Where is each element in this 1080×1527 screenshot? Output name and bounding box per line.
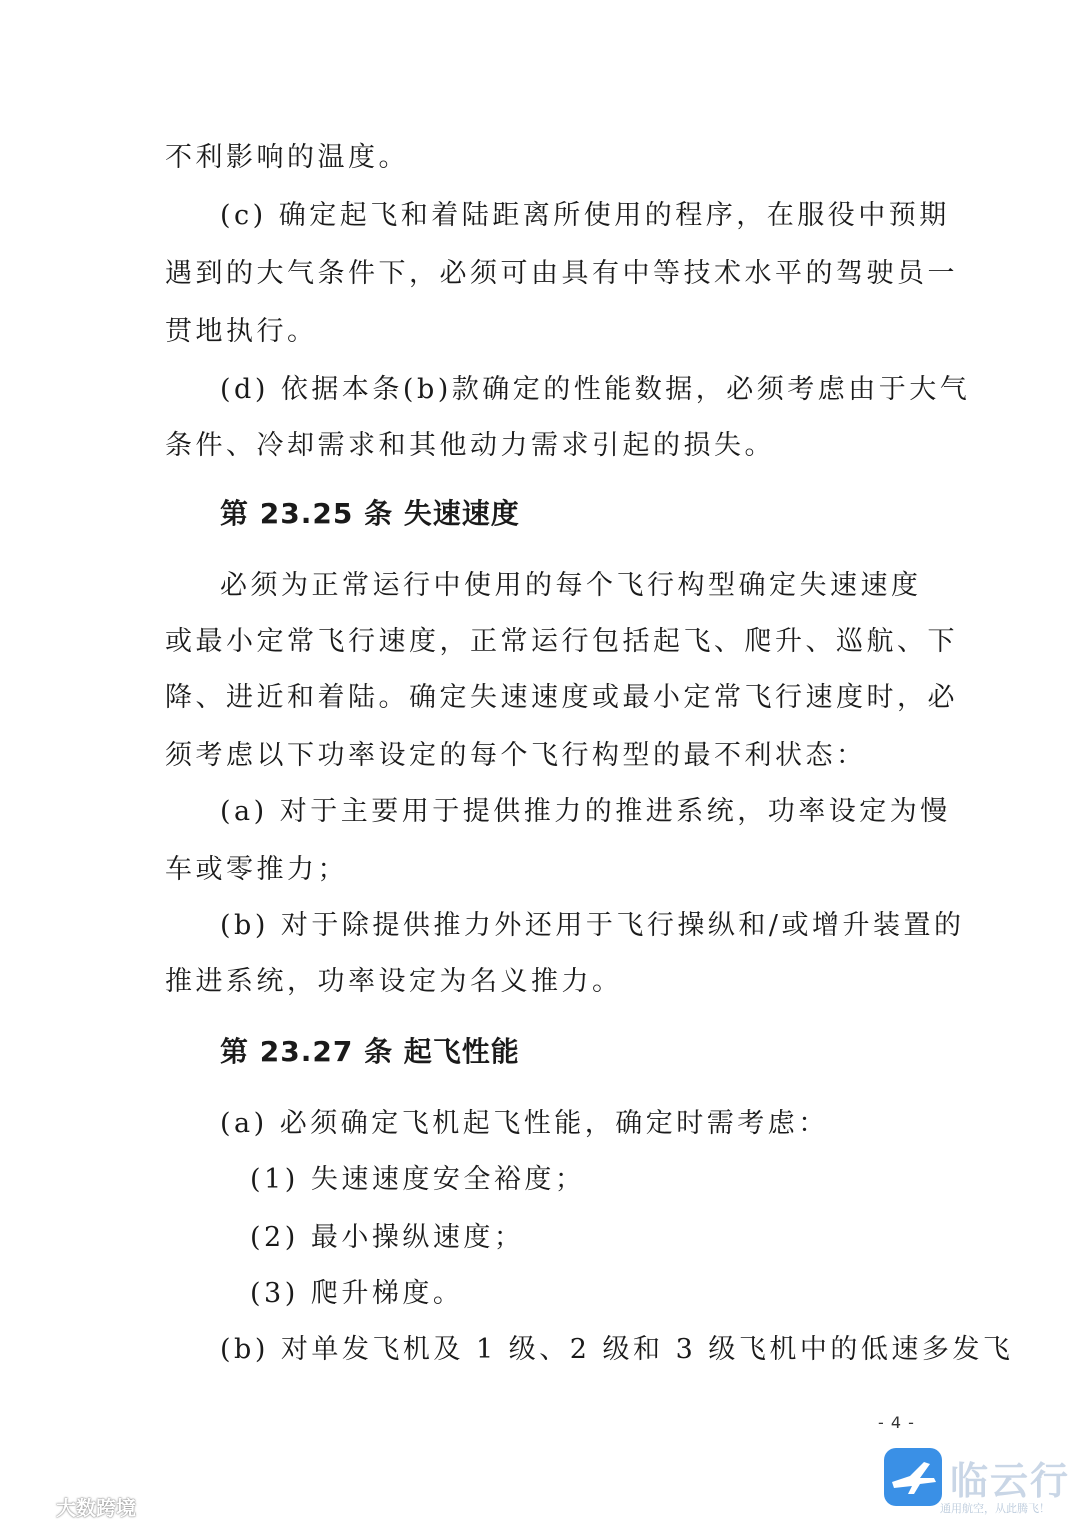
text-line: 推进系统，功率设定为名义推力。 — [165, 966, 623, 997]
watermark-left-text: 大数跨境 — [56, 1496, 136, 1520]
text-line: (a) 对于主要用于提供推力的推进系统，功率设定为慢 — [220, 796, 951, 827]
text-line: (3) 爬升梯度。 — [250, 1278, 464, 1309]
text-line: (b) 对于除提供推力外还用于飞行操纵和/或增升装置的 — [220, 910, 965, 941]
text-line: (a) 必须确定飞机起飞性能，确定时需考虑： — [220, 1108, 829, 1139]
text-line: 须考虑以下功率设定的每个飞行构型的最不利状态： — [165, 740, 867, 771]
watermark-slogan: 通用航空，从此腾飞！ — [940, 1502, 1050, 1515]
watermark-right — [884, 1448, 1074, 1522]
text-line: 遇到的大气条件下，必须可由具有中等技术水平的驾驶员一 — [165, 258, 958, 289]
text-line: (d) 依据本条(b)款确定的性能数据，必须考虑由于大气 — [220, 374, 971, 405]
text-line: 车或零推力； — [165, 854, 348, 885]
watermark-logo-icon — [6, 1495, 50, 1519]
text-line: (1) 失速速度安全裕度； — [250, 1164, 586, 1195]
text-line: 或最小定常飞行速度，正常运行包括起飞、爬升、巡航、下 — [165, 626, 958, 657]
text-line: (b) 对单发飞机及 1 级、2 级和 3 级飞机中的低速多发飞 — [220, 1334, 1014, 1365]
watermark-brand: 临云行 — [950, 1459, 1071, 1503]
page-number: - 4 - — [878, 1413, 915, 1432]
text-line: (2) 最小操纵速度； — [250, 1222, 525, 1253]
watermark-left — [6, 1492, 136, 1521]
text-line: 不利影响的温度。 — [165, 142, 409, 173]
section-heading-23-25: 第 23.25 条 失速速度 — [220, 497, 520, 530]
text-line: (c) 确定起飞和着陆距离所使用的程序，在服役中预期 — [220, 200, 950, 231]
text-line: 必须为正常运行中使用的每个飞行构型确定失速速度 — [220, 570, 922, 601]
text-line: 降、进近和着陆。确定失速速度或最小定常飞行速度时，必 — [165, 682, 958, 713]
section-heading-23-27: 第 23.27 条 起飞性能 — [220, 1035, 520, 1068]
airplane-logo-icon — [884, 1448, 942, 1506]
text-line: 贯地执行。 — [165, 316, 318, 347]
text-line: 条件、冷却需求和其他动力需求引起的损失。 — [165, 430, 775, 461]
